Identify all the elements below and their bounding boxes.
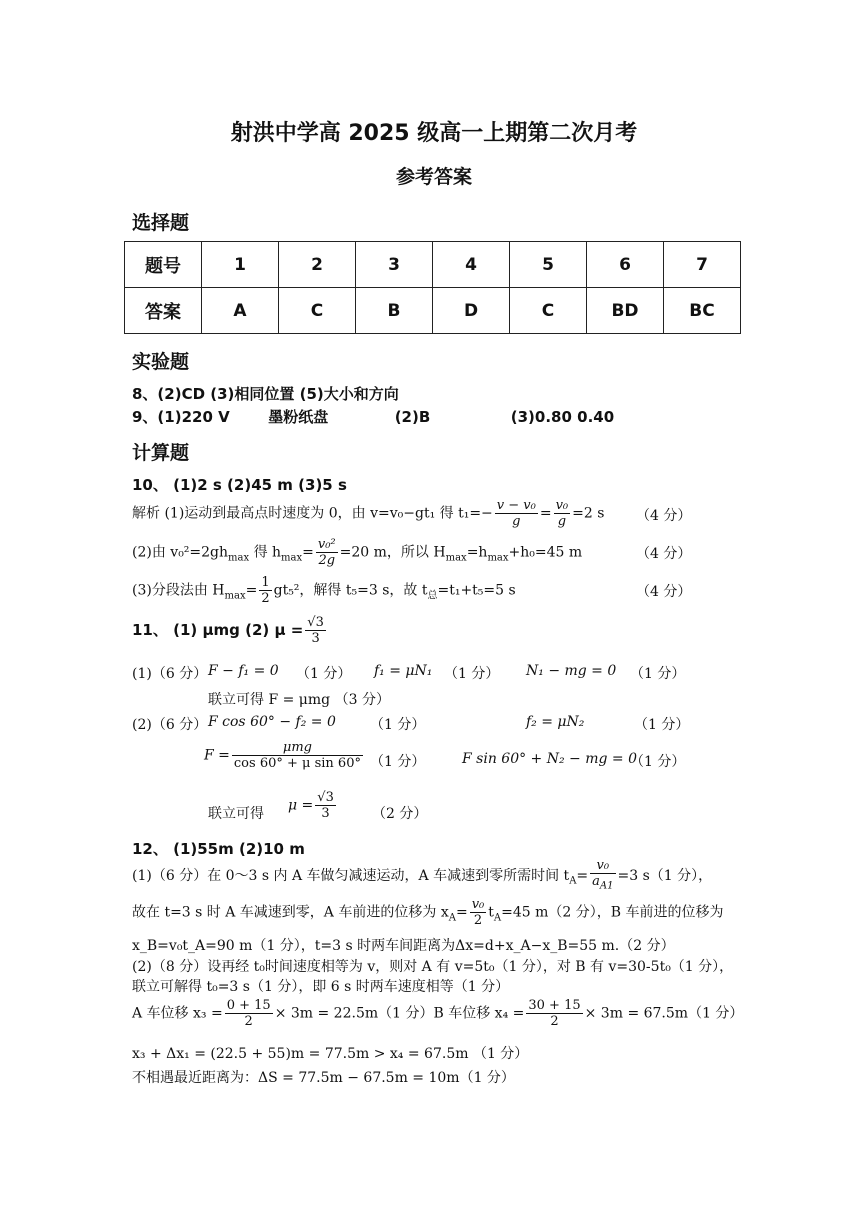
denominator: 2g — [318, 553, 336, 568]
numerator: v₀ — [590, 858, 615, 874]
table-cell: A — [202, 288, 279, 334]
fraction — [259, 575, 271, 606]
answer-table — [124, 241, 741, 334]
section-experiment-heading: 实验题 — [132, 351, 190, 373]
score: （1 分） — [370, 754, 426, 770]
fraction — [232, 740, 363, 771]
text: 解析 (1)运动到最高点时速度为 0，由 v=v₀−gt₁ 得 t₁=− — [132, 505, 493, 522]
numerator: √3 — [307, 615, 324, 630]
answer-q9 — [132, 406, 614, 427]
text: 不相遇最近距离为：ΔS = 77.5m − 67.5m = 10m（1 分） — [132, 1070, 515, 1086]
numerator: v₀ — [555, 498, 569, 513]
page-subtitle: 参考答案 — [395, 166, 472, 188]
text: =45 m（2 分），B 车前进的位移为 — [501, 904, 724, 921]
fraction — [526, 998, 582, 1029]
table-row — [125, 288, 741, 334]
q9-part3: (3)0.80 0.40 — [510, 408, 615, 426]
text: × 3m = 22.5m（1 分）B 车位移 x₄ = — [274, 1005, 525, 1022]
text: A 车位移 x₃ = — [132, 1005, 223, 1022]
q12-line1 — [132, 858, 712, 894]
q9-part2: (2)B — [394, 408, 431, 426]
denominator: g — [512, 514, 521, 529]
equation: F − f₁ = 0 — [208, 663, 279, 679]
text: (2)由 v₀²=2gh — [132, 544, 229, 561]
denominator: 2 — [261, 591, 270, 606]
fraction — [554, 498, 571, 529]
denominator: g — [557, 514, 567, 529]
text: =t₁+t₅=5 s — [437, 582, 516, 599]
denominator: 2 — [244, 1014, 253, 1029]
text: F = — [204, 747, 230, 764]
text: (1)（6 分）在 0～3 s 内 A 车做匀减速运动，A 车减速到零所需时间 t — [132, 867, 570, 884]
text: =20 m，所以 H — [339, 544, 446, 561]
table-cell: B — [356, 288, 433, 334]
q10-head: 10、 (1)2 s (2)45 m (3)5 s — [132, 476, 347, 494]
text: x_B=v₀t_A=90 m（1 分），t=3 s 时两车间距离为Δx=d+x_A−x_B=55 m.（2 分） — [132, 938, 675, 954]
q12-line2 — [132, 897, 724, 928]
text: μ = — [288, 797, 314, 814]
score: （1 分） — [444, 666, 500, 682]
text: 联立可得 — [208, 806, 264, 822]
fraction — [305, 615, 326, 646]
q11-line5-eq — [288, 790, 338, 821]
text: = — [302, 544, 314, 561]
table-cell: 2 — [279, 242, 356, 288]
denominator: cos 60° + μ sin 60° — [233, 756, 361, 771]
text: =3 s（1 分）， — [617, 867, 713, 884]
subscript: A — [448, 912, 456, 924]
score: （1 分） — [630, 666, 686, 682]
numerator: v₀ — [471, 897, 485, 912]
fraction — [590, 858, 615, 894]
score: （1 分） — [634, 717, 690, 733]
text: (3)分段法由 H — [132, 582, 225, 599]
equation: f₂ = μN₂ — [526, 714, 585, 730]
score: （4 分） — [636, 546, 692, 562]
text: gt₅²，解得 t₅=3 s，故 t — [273, 582, 428, 599]
q10-line1 — [132, 498, 604, 529]
text: x₃ + Δx₁ = (22.5 + 55)m = 77.5m > x₄ = 67.5m （1 分） — [132, 1046, 529, 1062]
text: =h — [466, 544, 488, 561]
subscript: max — [445, 552, 467, 564]
table-cell-label: 答案 — [125, 288, 202, 334]
table-cell: C — [279, 288, 356, 334]
q12-line6 — [132, 998, 743, 1029]
table-cell: D — [433, 288, 510, 334]
subscript: max — [228, 552, 250, 564]
denominator: 2 — [473, 913, 483, 928]
score: （1 分） — [296, 666, 352, 682]
numerator: v − v₀ — [496, 498, 536, 513]
table-cell-label: 题号 — [125, 242, 202, 288]
equation: N₁ − mg = 0 — [526, 663, 617, 679]
text: 联立可解得 t₀=3 s（1 分），即 6 s 时两车速度相等（1 分） — [132, 979, 510, 995]
fraction — [470, 897, 487, 928]
numerator: 1 — [261, 575, 270, 590]
text: = — [576, 867, 589, 884]
table-cell: BC — [664, 288, 741, 334]
q10-line2 — [132, 537, 582, 568]
text: = — [245, 582, 258, 599]
fraction — [315, 790, 336, 821]
text: (2)（6 分） — [132, 717, 208, 733]
answer-q8: 8、(2)CD (3)相同位置 (5)大小和方向 — [132, 385, 399, 403]
section-choice-heading: 选择题 — [132, 212, 190, 234]
subscript: max — [281, 552, 303, 564]
text: (1)（6 分） — [132, 666, 208, 682]
numerator: √3 — [317, 790, 334, 805]
section-calc-heading: 计算题 — [132, 442, 190, 464]
numerator: 30 + 15 — [528, 998, 581, 1013]
table-cell: 7 — [664, 242, 741, 288]
text: t — [488, 904, 494, 921]
subscript: 总 — [427, 590, 438, 602]
score: （1 分） — [370, 717, 426, 733]
q11-head — [132, 615, 328, 646]
score: （2 分） — [372, 806, 428, 822]
numerator: 0 + 15 — [226, 998, 271, 1013]
fraction — [316, 537, 338, 568]
q9-part1b: 墨粉纸盘 — [268, 408, 329, 426]
text: 联立可得 F = μmg （3 分） — [208, 692, 390, 708]
numerator: μmg — [232, 740, 363, 756]
text: = — [539, 505, 552, 522]
table-cell: 3 — [356, 242, 433, 288]
equation: F sin 60° + N₂ − mg = 0 — [462, 751, 638, 767]
denominator: 3 — [311, 631, 320, 646]
score: （4 分） — [636, 508, 692, 524]
q9-part1: 9、(1)220 V — [132, 408, 230, 426]
table-cell: BD — [587, 288, 664, 334]
fraction — [225, 998, 273, 1029]
text: 11、 (1) μmg (2) μ = — [132, 621, 304, 639]
subscript: max — [487, 552, 509, 564]
subscript: A — [493, 912, 502, 924]
denominator: 2 — [550, 1014, 559, 1029]
denominator: 3 — [321, 806, 330, 821]
table-cell: 4 — [433, 242, 510, 288]
text: (2)（8 分）设再经 t₀时间速度相等为 v，则对 A 有 v=5t₀（1 分），对 B 有 v=30-5t₀（1 分）， — [132, 959, 734, 975]
denominator — [590, 874, 615, 894]
text: = — [455, 904, 468, 921]
text: =2 s — [572, 505, 605, 522]
text: +h₀=45 m — [508, 544, 583, 561]
score: （1 分） — [630, 754, 686, 770]
table-row — [125, 242, 741, 288]
text: a — [592, 874, 600, 889]
subscript: A1 — [599, 880, 614, 892]
table-cell: 6 — [587, 242, 664, 288]
q11-line4 — [204, 740, 365, 771]
numerator: v₀² — [317, 537, 336, 552]
score: （4 分） — [636, 584, 692, 600]
q10-line3 — [132, 575, 516, 606]
table-cell: C — [510, 288, 587, 334]
subscript: max — [224, 590, 246, 602]
text: × 3m = 67.5m（1 分） — [584, 1005, 744, 1022]
equation: F cos 60° − f₂ = 0 — [208, 714, 336, 730]
table-cell: 5 — [510, 242, 587, 288]
table-cell: 1 — [202, 242, 279, 288]
text: 故在 t=3 s 时 A 车减速到零，A 车前进的位移为 x — [132, 904, 449, 921]
subscript: A — [569, 875, 577, 887]
page-title: 射洪中学高 2025 级高一上期第二次月考 — [230, 121, 638, 146]
text: 得 h — [249, 544, 282, 561]
q12-head: 12、 (1)55m (2)10 m — [132, 840, 305, 858]
equation: f₁ = μN₁ — [374, 663, 433, 679]
fraction — [495, 498, 538, 529]
